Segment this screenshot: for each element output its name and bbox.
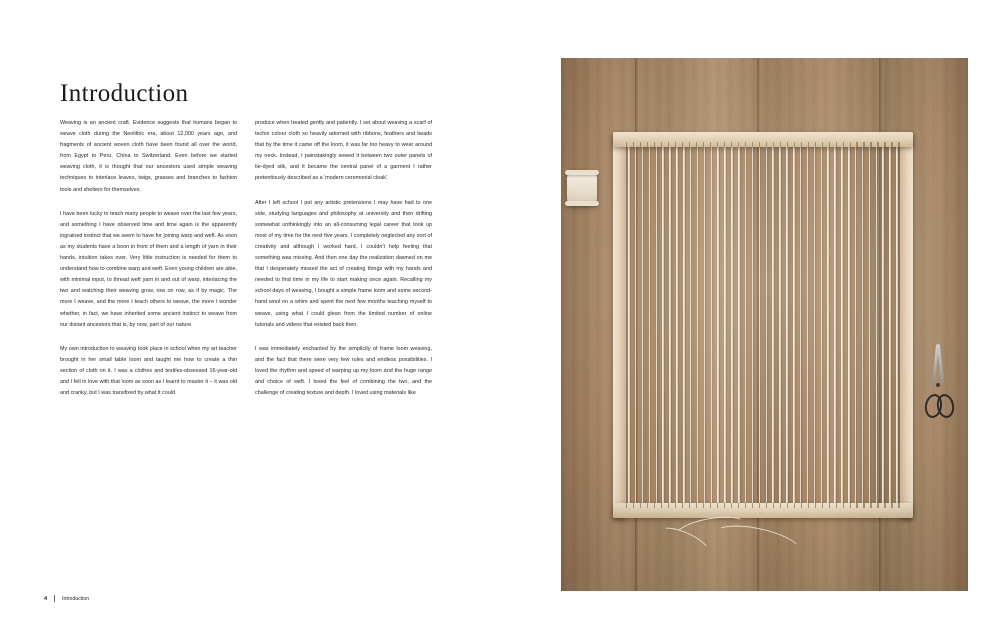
paragraph: produce when treated gently and patiently. I set about weaving a scarf of techni colour cloth so heavily adorned with ribbons, feathers and beads that by the time it came off the loom, it was far too heavy to wear around my neck. Instead, I painstakingly sewed it between two outer panels of tie-dyed silk, and it became the central panel of a garment I rather pretentiously described as a 'modern ceremonial cloak'. bbox=[255, 120, 432, 182]
paragraph: After I left school I put any artistic pretensions I may have had to one side, studying languages and philosophy at university and then drifting somewhat unthinkingly into an all-consuming legal career that took up most of my time for the next five years. I completely neglected any sort of creativity and although I worked hard, I couldn't help feeling that something was missing. And then one day the realization dawned on me that I desperately missed the act of creating things with my hands and needed to find time in my life to start making once again. Recalling my school days of weaving, I bought a simple frame loom and some second-hand wool on a whim and spent the next few months teaching myself to weave, using what I could glean from the limited number of online tutorials and videos that existed back then. bbox=[255, 199, 432, 328]
text-column-1 bbox=[60, 118, 237, 548]
folio-section-label: Introduction bbox=[62, 595, 90, 602]
paragraph: I was immediately enchanted by the simplicity of frame loom weaving, and the fact that there were very few rules and endless possibilities. I loved the rhythm and speed of warping up my loom and the huge range and choice of weft. I loved the feel of combining the two, and the challenge of creating texture and depth. I loved using materials like bbox=[255, 345, 432, 397]
frame-loom-photograph bbox=[561, 58, 968, 591]
body-columns bbox=[60, 118, 432, 548]
paragraph: My own introduction to weaving took place in school when my art teacher brought in her small table loom and taught me how to create a thin section of cloth on it. I was a clothes and textiles-obsessed 16-year-old and I fell in love with that loom as soon as I learnt to master it – it was old and cranky, but I was transfixed by what it could bbox=[60, 345, 237, 397]
text-column-2 bbox=[255, 118, 432, 548]
right-page bbox=[500, 0, 1000, 630]
folio bbox=[44, 595, 89, 602]
page-number: 4 bbox=[44, 595, 48, 602]
page-title: Introduction bbox=[60, 80, 189, 107]
paragraph: I have been lucky to teach many people to weave over the last few years, and something I have observed time and time again is the apparently ingrained instinct that we seem to have for joining warp and weft. As soon as my students have a boon in front of them and a length of yarn in their hands, intuition takes over. Very little instruction is needed for them to understand how to combine warp and weft. Even young children are able, with minimal input, to thread weft yarn in and out of warp, interlacing the two and watching their weaving grow, row on row, as if by magic. The more I weave, and the more I teach others to weave, the more I wonder whether, in fact, we have inherited some ancient instinct to weave from our distant ancestors that is, by now, part of our nature. bbox=[60, 210, 238, 328]
folio-divider bbox=[54, 595, 55, 602]
photo-vignette bbox=[561, 58, 968, 591]
paragraph: Weaving is an ancient craft. Evidence suggests that humans began to weave cloth during the Neolithic era, about 12,000 years ago, and fragments of ancient woven cloth have been found all over the world, from Egypt to Peru, China to Switzerland. Even before we started weaving cloth, it is thought that our ancestors used simple weaving techniques to interlace leaves, twigs, grasses and branches to fashion tools and shelters for themselves. bbox=[60, 120, 237, 193]
